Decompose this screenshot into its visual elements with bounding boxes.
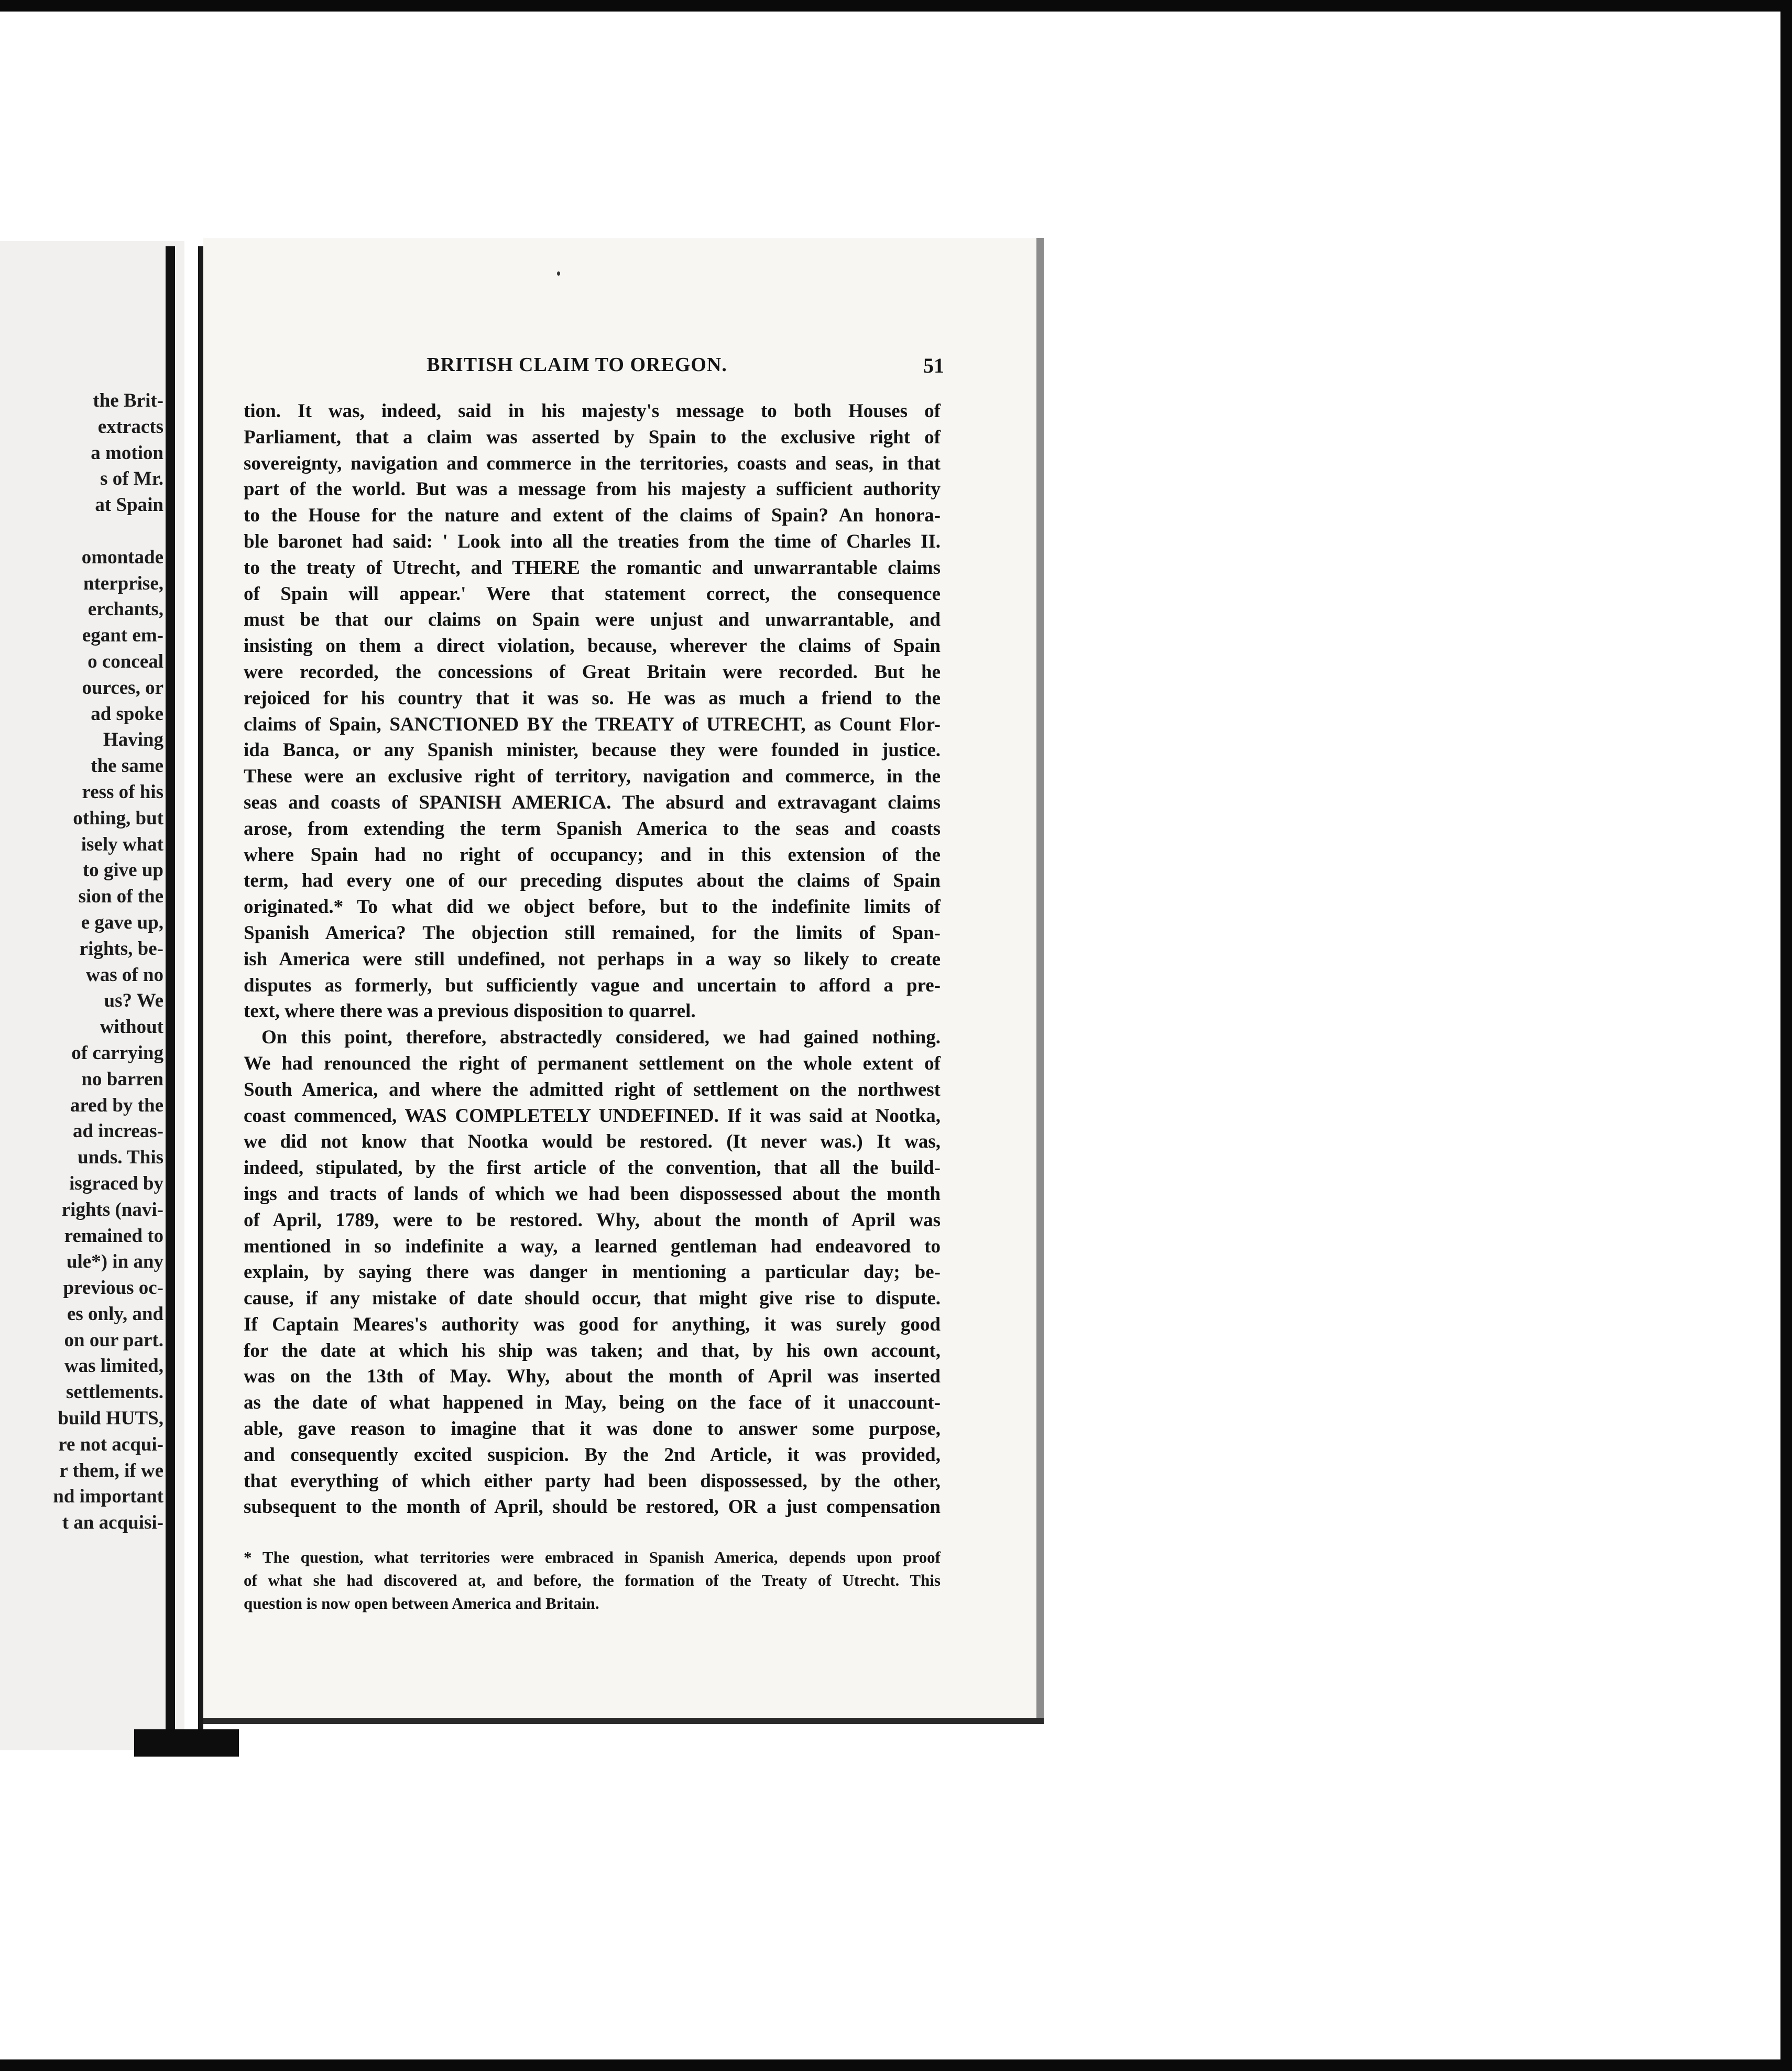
- left-page-line: of carrying: [71, 1042, 163, 1064]
- body-line: part of the world. But was a message from his majesty a sufficient authority: [244, 478, 941, 500]
- left-page-line: e gave up,: [81, 911, 163, 933]
- left-page-line: r them, if we: [59, 1459, 163, 1481]
- page-bottom-edge: [203, 1717, 1044, 1724]
- left-page-line: sion of the: [78, 886, 163, 908]
- body-line: tion. It was, indeed, said in his majesty's message to both Houses of: [244, 400, 941, 422]
- left-page-line: es only, and: [67, 1303, 163, 1325]
- footnote-line: * The question, what territories were embraced in Spanish America, depends upon proof: [244, 1548, 941, 1566]
- left-page-line: rights, be-: [79, 938, 163, 960]
- body-line: were recorded, the concessions of Great Britain were recorded. But he: [244, 661, 941, 683]
- scan-border-bottom: [0, 2059, 1792, 2071]
- body-line: originated.* To what did we object before, but to the indefinite limits of: [244, 896, 941, 918]
- body-line: We had renounced the right of permanent settlement on the whole extent of: [244, 1052, 941, 1074]
- left-page-line: was of no: [85, 964, 163, 986]
- left-page-line: omontade: [81, 546, 163, 568]
- left-page-line: to give up: [82, 859, 163, 881]
- body-line: arose, from extending the term Spanish America to the seas and coasts: [244, 818, 941, 840]
- body-line: If Captain Meares's authority was good for anything, it was surely good: [244, 1313, 941, 1335]
- left-page-line: nd important: [53, 1486, 163, 1508]
- page-edge-shadow: [198, 246, 203, 1732]
- running-title: BRITISH CLAIM TO OREGON.: [427, 354, 727, 376]
- left-page-line: unds. This: [78, 1147, 163, 1169]
- left-page-line: the Brit-: [93, 390, 163, 411]
- body-line: that everything of which either party had been dispossessed, by the other,: [244, 1470, 941, 1492]
- body-line: mentioned in so indefinite a way, a learned gentleman had endeavored to: [244, 1235, 941, 1257]
- left-page-line: egant em-: [82, 625, 163, 647]
- body-line: where Spain had no right of occupancy; and in this extension of the: [244, 844, 941, 866]
- body-text: [244, 398, 941, 1520]
- scan-border-top: [0, 0, 1792, 12]
- left-page-line: ources, or: [82, 677, 163, 699]
- body-line: term, had every one of our preceding disputes about the claims of Spain: [244, 870, 941, 892]
- body-line: sovereignty, navigation and commerce in the territories, coasts and seas, in that: [244, 452, 941, 474]
- left-page-line: erchants,: [88, 598, 163, 620]
- body-line: seas and coasts of SPANISH AMERICA. The absurd and extravagant claims: [244, 791, 941, 813]
- left-page-line: isely what: [81, 833, 163, 855]
- body-line: was on the 13th of May. Why, about the month of April was inserted: [244, 1366, 941, 1388]
- body-line: must be that our claims on Spain were unjust and unwarrantable, and: [244, 609, 941, 631]
- left-page-line: re not acqui-: [58, 1433, 163, 1455]
- left-page-line: build HUTS,: [58, 1408, 163, 1430]
- left-page-line: remained to: [64, 1225, 163, 1247]
- body-line: On this point, therefore, abstractedly considered, we had gained nothing.: [261, 1027, 941, 1049]
- footnote-line: question is now open between America and Britain.: [244, 1594, 599, 1612]
- left-page-line: o conceal: [88, 650, 163, 672]
- body-line: cause, if any mistake of date should occur, that might give rise to dispute.: [244, 1288, 941, 1310]
- body-line: Parliament, that a claim was asserted by Spain to the exclusive right of: [244, 426, 941, 448]
- left-page-line: extracts: [97, 416, 163, 438]
- left-page-line: othing, but: [73, 807, 163, 829]
- left-page-line: was limited,: [64, 1355, 163, 1377]
- body-line: we did not know that Nootka would be restored. (It never was.) It was,: [244, 1131, 941, 1153]
- footnote: [244, 1546, 941, 1615]
- left-page-line: at Spain: [95, 494, 163, 516]
- body-line: subsequent to the month of April, should be restored, OR a just compensation: [244, 1496, 941, 1518]
- left-page-line: rights (navi-: [61, 1198, 163, 1220]
- left-page-line: ared by the: [70, 1094, 163, 1116]
- body-line: disputes as formerly, but sufficiently vague and uncertain to afford a pre-: [244, 974, 941, 996]
- body-line: to the treaty of Utrecht, and THERE the romantic and unwarrantable claims: [244, 557, 941, 579]
- body-line: and consequently excited suspicion. By the 2nd Article, it was provided,: [244, 1444, 941, 1466]
- body-line: Spanish America? The objection still remained, for the limits of Span-: [244, 922, 941, 944]
- body-line: explain, by saying there was danger in mentioning a particular day; be-: [244, 1261, 941, 1283]
- body-line: coast commenced, WAS COMPLETELY UNDEFINED. If it was said at Nootka,: [244, 1105, 941, 1127]
- left-page-line: without: [100, 1016, 163, 1038]
- body-line: ish America were still undefined, not perhaps in a way so likely to create: [244, 948, 941, 970]
- body-line: of April, 1789, were to be restored. Why, about the month of April was: [244, 1209, 941, 1231]
- left-page-line: t an acquisi-: [62, 1512, 163, 1534]
- body-line: rejoiced for his country that it was so. He was as much a friend to the: [244, 687, 941, 709]
- left-page-line: a motion: [91, 442, 163, 464]
- body-line: of Spain will appear.' Were that statement correct, the consequence: [244, 583, 941, 605]
- body-line: ings and tracts of lands of which we had been dispossessed about the month: [244, 1183, 941, 1205]
- left-page-line: nterprise,: [83, 572, 163, 594]
- left-page-line: ress of his: [82, 781, 163, 803]
- left-page-line: ule*) in any: [66, 1251, 163, 1273]
- left-page-line: isgraced by: [69, 1172, 163, 1194]
- left-page-line: no barren: [81, 1068, 163, 1090]
- body-line: South America, and where the admitted right of settlement on the northwest: [244, 1078, 941, 1100]
- left-page-line: s of Mr.: [100, 468, 163, 490]
- body-line: for the date at which his ship was taken; and that, by his own account,: [244, 1339, 941, 1361]
- body-line: to the House for the nature and extent of the claims of Spain? An honora-: [244, 505, 941, 527]
- page-number: 51: [923, 354, 944, 377]
- scan-border-right: [1780, 0, 1792, 2071]
- body-line: insisting on them a direct violation, because, wherever the claims of Spain: [244, 635, 941, 657]
- body-line: text, where there was a previous disposition to quarrel.: [244, 1000, 696, 1022]
- left-page-fragment: [0, 241, 184, 1750]
- book-gutter: [166, 246, 175, 1745]
- left-page-line: previous oc-: [63, 1277, 163, 1299]
- body-line: able, gave reason to imagine that it was done to answer some purpose,: [244, 1418, 941, 1440]
- left-page-line: on our part.: [64, 1329, 163, 1351]
- left-page-line: [0, 518, 163, 544]
- book-spine-bottom: [134, 1729, 239, 1757]
- left-page-line: ad spoke: [91, 703, 163, 725]
- ink-speck: [557, 271, 560, 276]
- left-page-text: [0, 388, 163, 1536]
- left-page-line: the same: [91, 755, 163, 777]
- body-line: claims of Spain, SANCTIONED BY the TREATY of UTRECHT, as Count Flor-: [244, 713, 941, 735]
- left-page-line: settlements.: [66, 1381, 163, 1403]
- body-line: ble baronet had said: ' Look into all the treaties from the time of Charles II.: [244, 530, 941, 552]
- left-page-line: ad increas-: [72, 1120, 163, 1142]
- page-header: [210, 353, 944, 385]
- body-line: as the date of what happened in May, being on the face of it unaccount-: [244, 1392, 941, 1414]
- left-page-line: Having: [103, 729, 163, 751]
- body-line: ida Banca, or any Spanish minister, because they were founded in justice.: [244, 739, 941, 761]
- footnote-line: of what she had discovered at, and before, the formation of the Treaty of Utrecht. This: [244, 1571, 941, 1589]
- body-line: indeed, stipulated, by the first article of the convention, that all the build-: [244, 1157, 941, 1179]
- left-page-line: us? We: [104, 990, 163, 1012]
- body-line: These were an exclusive right of territory, navigation and commerce, in the: [244, 766, 941, 788]
